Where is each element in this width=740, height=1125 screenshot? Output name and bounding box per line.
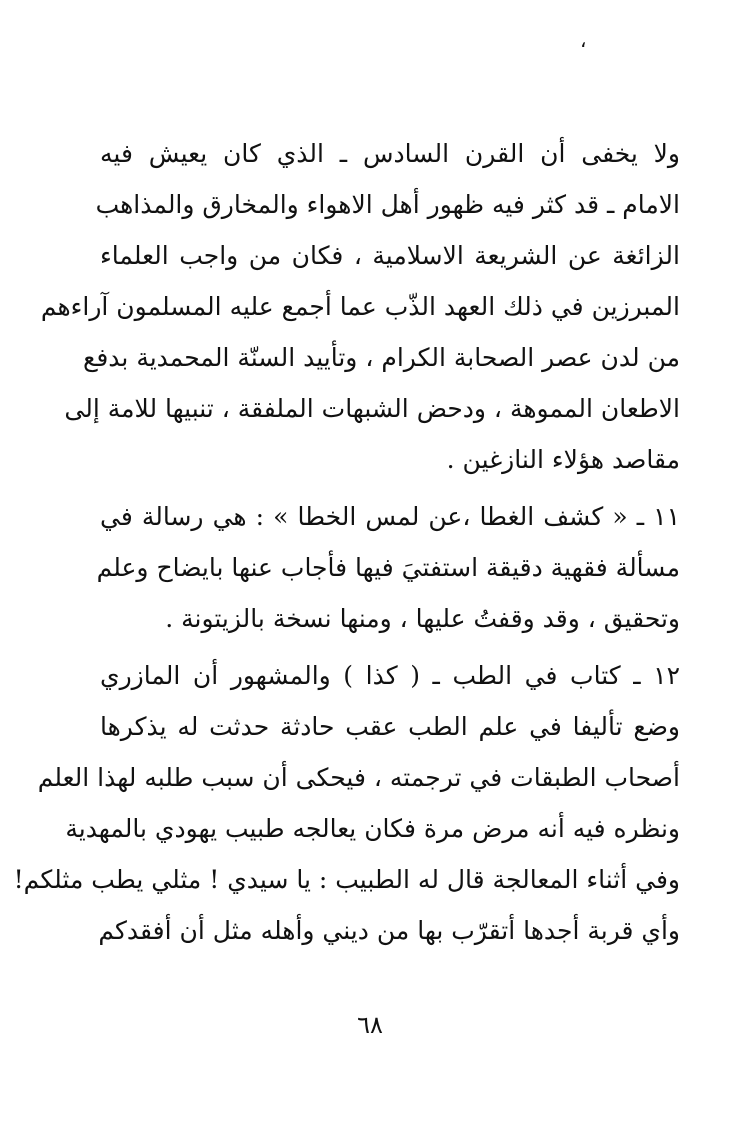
page-number: ٦٨	[357, 1011, 383, 1039]
text-line: وضع تأليفا في علم الطب عقب حادثة حدثت له يذكرها	[100, 712, 680, 741]
text-line: أصحاب الطبقات في ترجمته ، فيحكى أن سبب طلبه لهذا العلم	[37, 763, 680, 792]
text-line: المبرزين في ذلك العهد الذّب عما أجمع عليه المسلمون آراءهم	[40, 292, 680, 321]
paragraph-item-11	[96, 491, 680, 644]
paragraph-item-12	[13, 650, 680, 956]
text-line: وفي أثناء المعالجة قال له الطبيب : يا سيدي ! مثلي يطب مثلكم!	[13, 865, 680, 894]
text-line: ١٢ ـ كتاب في الطب ـ ( كذا ) والمشهور أن المازري	[100, 661, 680, 690]
page-text	[13, 128, 680, 956]
text-line: وأي قربة أجدها أتقرّب بها من ديني وأهله مثل أن أفقدكم	[98, 916, 680, 945]
text-line: الاطعان المموهة ، ودحض الشبهات الملفقة ، تنبيها للامة إلى	[64, 394, 680, 423]
text-line: ١١ ـ « كشف الغطا ،عن لمس الخطا » : هي رسالة في	[100, 502, 680, 531]
text-line: ونظره فيه أنه مرض مرة فكان يعالجه طبيب يهودي بالمهدية	[65, 814, 680, 843]
text-line: مسألة فقهية دقيقة استفتيَ فيها فأجاب عنها بايضاح وعلم	[96, 553, 680, 582]
text-line: مقاصد هؤلاء النازغين .	[446, 445, 680, 474]
paragraph-intro	[40, 128, 680, 485]
text-line: الامام ـ قد كثر فيه ظهور أهل الاهواء والمخارق والمذاهب	[95, 190, 680, 219]
text-line: الزائغة عن الشريعة الاسلامية ، فكان من واجب العلماء	[100, 241, 680, 270]
text-line: من لدن عصر الصحابة الكرام ، وتأييد السنّة المحمدية بدفع	[83, 343, 680, 372]
margin-mark: ،	[580, 28, 587, 52]
text-line: ولا يخفى أن القرن السادس ـ الذي كان يعيش فيه	[100, 139, 680, 168]
text-line: وتحقيق ، وقد وقفتُ عليها ، ومنها نسخة بالزيتونة .	[165, 604, 680, 633]
